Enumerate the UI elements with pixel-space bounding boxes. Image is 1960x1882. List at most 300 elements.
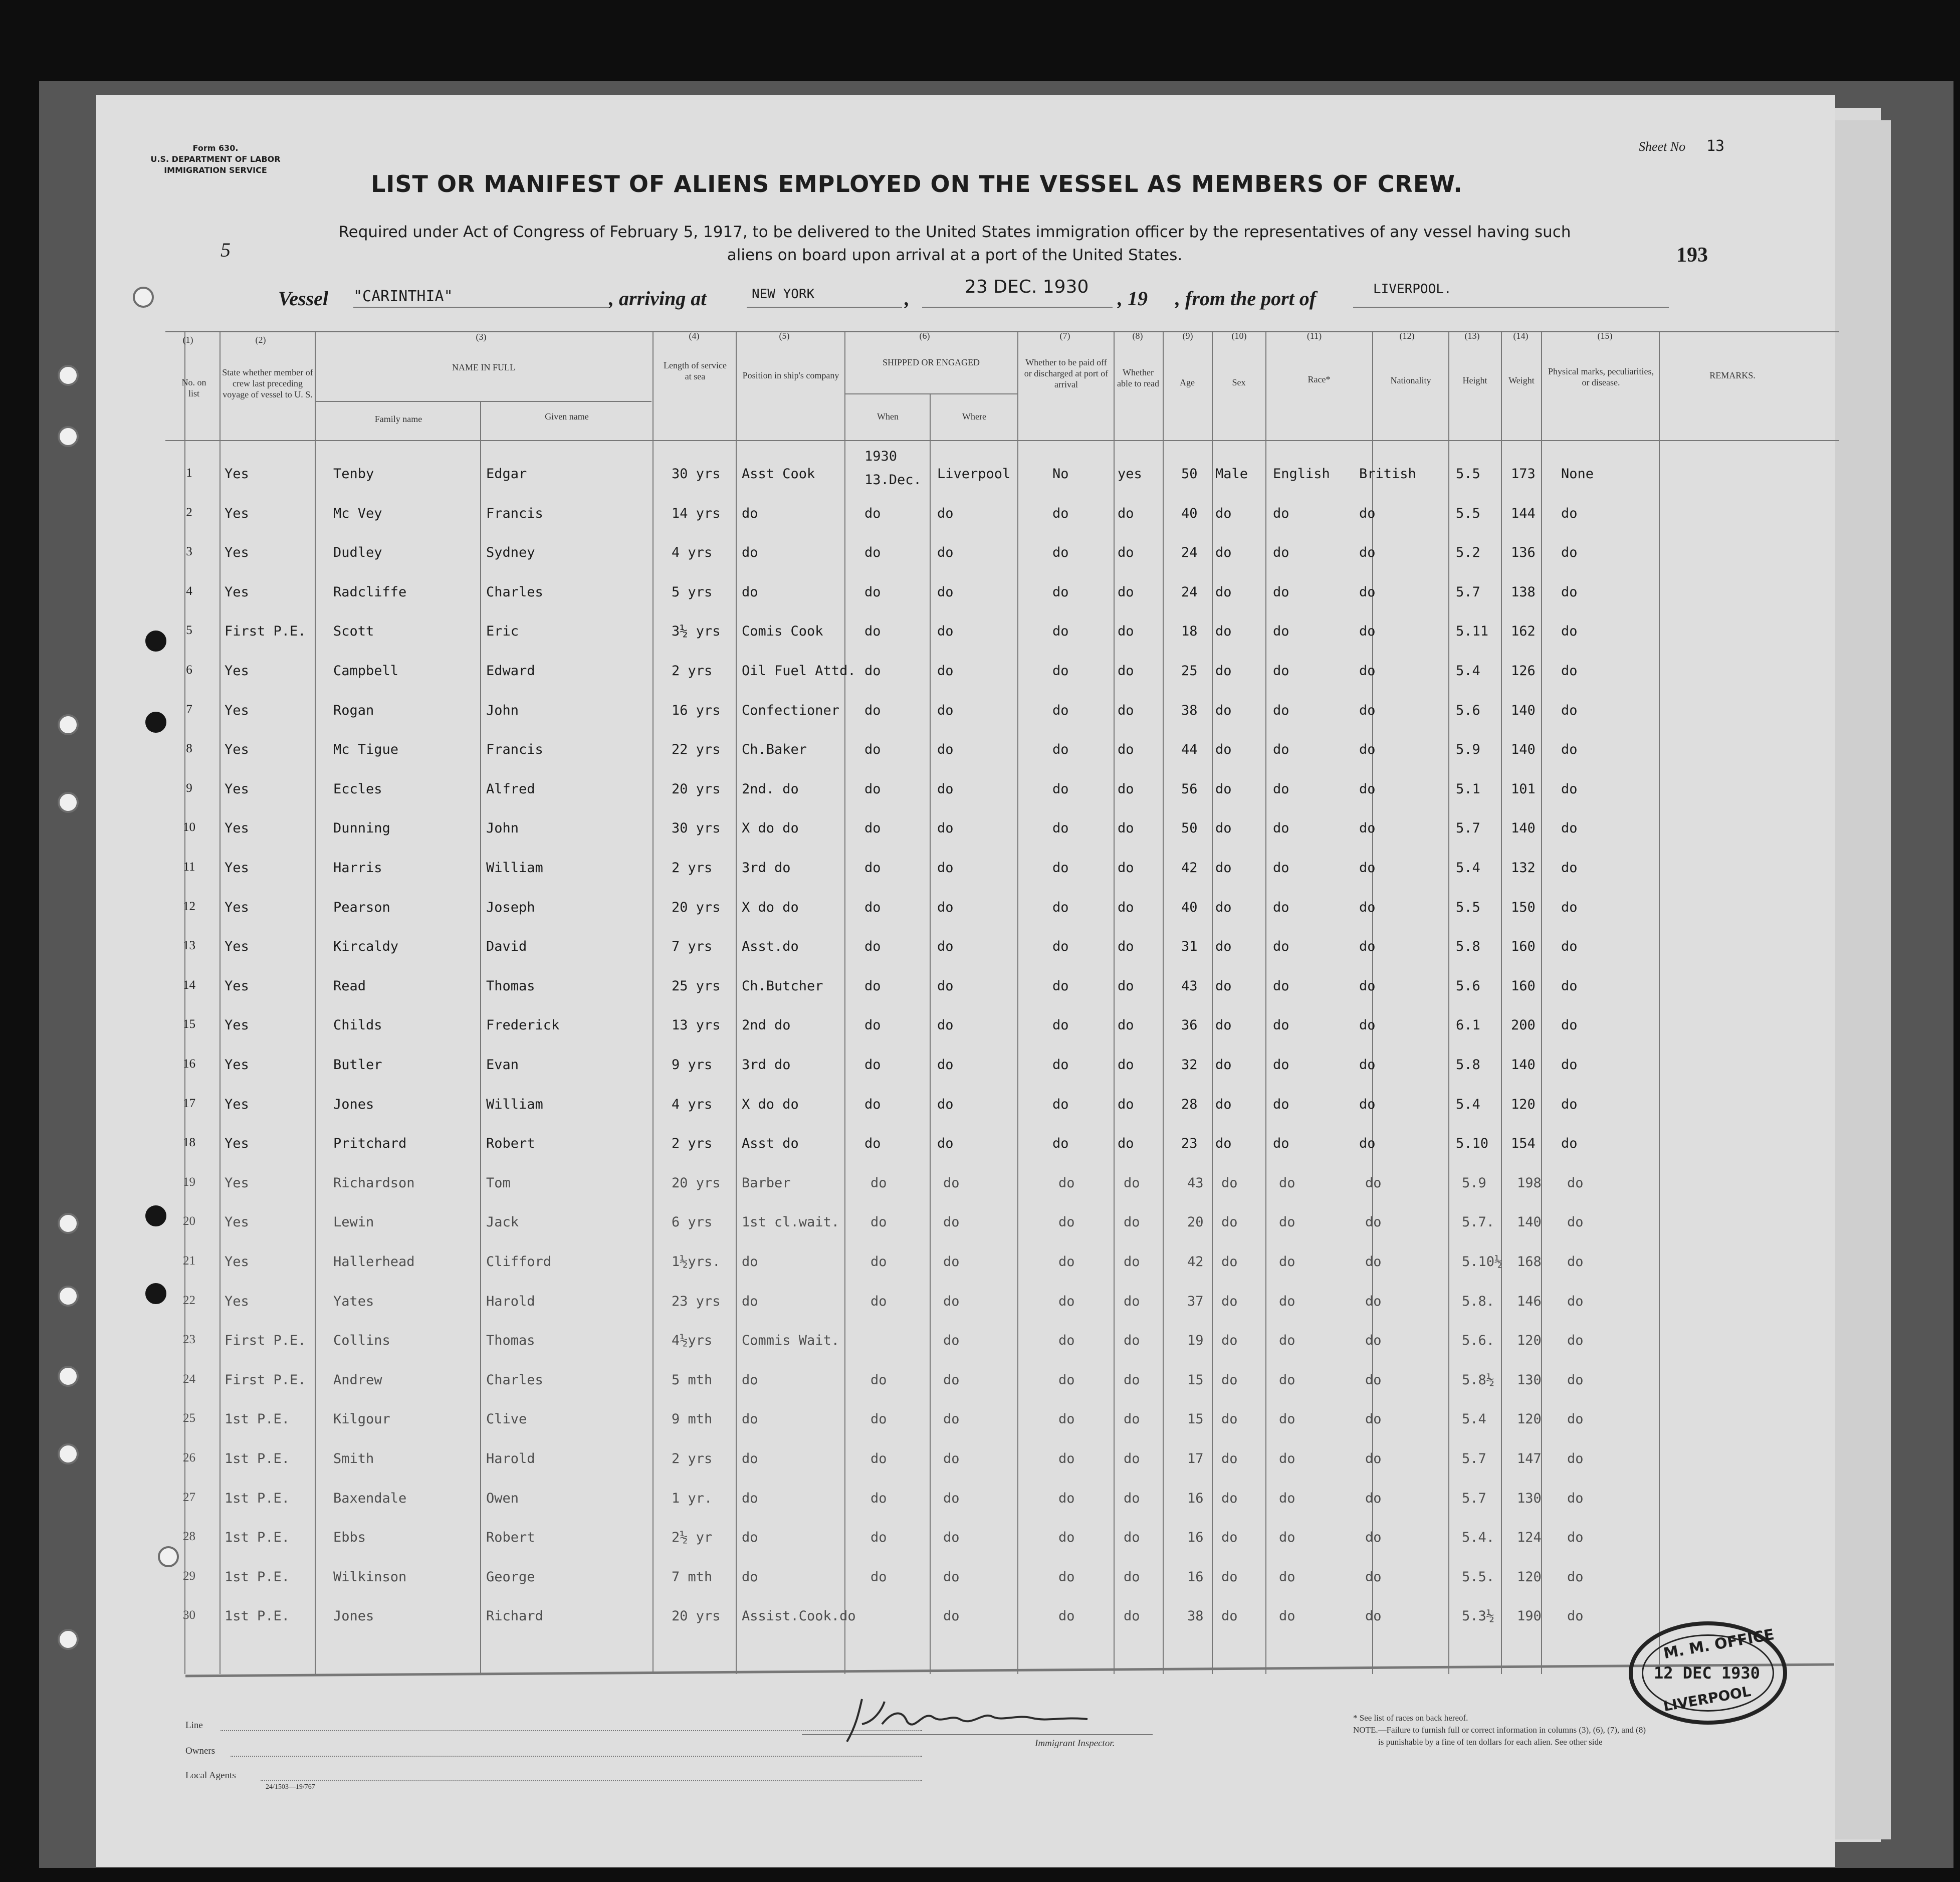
cell-position: do [742,1254,758,1270]
cell-position: Oil Fuel Attd. [742,663,856,679]
cell-where: do [943,1214,960,1230]
cell-nationality: do [1365,1411,1382,1427]
stamp-office: M. M. OFFICE [1662,1625,1776,1663]
cell-height: 5.8 [1456,1057,1480,1073]
cell-paid: do [1052,623,1069,640]
cell-when: do [864,939,881,955]
stamp-city: LIVERPOOL [1662,1683,1753,1715]
cell-read: do [1118,623,1134,640]
cell-sex: do [1215,939,1232,955]
cell-paid: do [1052,742,1069,758]
cell-race: do [1273,820,1289,837]
binder-hole [58,426,79,447]
col-divider [1501,331,1502,1674]
cell-position: Ch.Baker [742,742,807,758]
cell-race: do [1273,899,1289,915]
cell-weight: 132 [1511,860,1536,876]
cell-nationality: do [1359,1096,1376,1112]
cell-no: 26 [183,1451,195,1465]
cell-service: 2 yrs [672,663,713,679]
cell-no: 30 [183,1608,195,1622]
col-divider [1448,331,1449,1674]
col-divider [1372,331,1373,1674]
cell-position: do [742,1490,758,1506]
cell-state: Yes [225,702,249,718]
cell-height: 5.8½ [1462,1372,1495,1388]
cell-state: Yes [225,742,249,758]
cell-when: do [864,978,881,994]
cell-weight: 162 [1511,623,1536,640]
binder-hole [58,1443,79,1465]
cell-sex: do [1221,1254,1238,1270]
cell-marks: do [1561,545,1578,561]
cell-height: 5.2 [1456,545,1480,561]
cell-age: 17 [1187,1451,1204,1467]
cell-height: 5.7 [1456,584,1480,600]
cell-read: do [1118,505,1134,521]
cell-race: do [1279,1175,1295,1191]
cell-read: do [1118,663,1134,679]
header-nationality: Nationality [1390,375,1431,385]
cell-family: Tenby [333,466,374,482]
header-sex: Sex [1232,377,1246,387]
name-subheader-rule [316,401,651,402]
cell-race: do [1273,1057,1289,1073]
header-paid-off: Whether to be paid off or discharged at port of arrival [1024,357,1109,389]
cell-state: Yes [225,1293,249,1309]
cell-paid: do [1052,781,1069,797]
cell-age: 23 [1181,1136,1198,1152]
cell-family: Campbell [333,663,399,679]
cell-paid: do [1052,820,1069,837]
header-shipped-engaged: SHIPPED OR ENGAGED [882,357,980,367]
cell-where: do [937,978,954,994]
cell-position: 3rd do [742,1057,791,1073]
cell-state: Yes [225,820,249,837]
cell-marks: do [1567,1372,1584,1388]
cell-height: 5.6 [1456,702,1480,718]
cell-race: do [1273,1096,1289,1112]
cell-service: 1 yr. [672,1490,713,1506]
cell-marks: do [1561,1136,1578,1152]
code-number: 193 [1676,244,1708,267]
cell-marks: do [1567,1451,1584,1467]
cell-read: do [1124,1293,1140,1309]
cell-nationality: do [1359,978,1376,994]
cell-weight: 198 [1517,1175,1542,1191]
cell-no: 19 [183,1175,195,1189]
cell-age: 44 [1181,742,1198,758]
cell-sex: do [1215,545,1232,561]
cell-read: do [1124,1530,1140,1546]
cell-nationality: do [1359,820,1376,837]
cell-when: do [864,663,881,679]
cell-no: 16 [183,1057,195,1071]
column-number: (1) [182,335,193,345]
arrival-date: 23 DEC. 1930 [965,277,1089,297]
cell-marks: do [1561,860,1578,876]
cell-when: do [870,1293,887,1309]
line-rule [221,1730,922,1732]
cell-weight: 140 [1511,820,1536,837]
cell-race: English [1273,466,1330,482]
cell-read: do [1118,781,1134,797]
cell-paid: do [1052,1136,1069,1152]
cell-given: William [486,860,543,876]
cell-position: Asst do [742,1136,799,1152]
cell-position: X do do [742,820,799,837]
cell-sex: do [1215,820,1232,837]
cell-height: 5.5 [1456,899,1480,915]
cell-sex: do [1215,584,1232,600]
cell-state: Yes [225,1175,249,1191]
cell-no: 11 [183,860,195,874]
cell-service: 23 yrs [672,1293,721,1309]
cell-position: do [742,505,758,521]
cell-given: Clive [486,1411,527,1427]
cell-read: do [1124,1254,1140,1270]
cell-nationality: do [1359,663,1376,679]
cell-no: 10 [183,820,195,834]
cell-position: Asst.do [742,939,799,955]
cell-position: 3rd do [742,860,791,876]
cell-when: do [864,702,881,718]
cell-when: do [864,1096,881,1112]
cell-race: do [1273,742,1289,758]
column-number: (9) [1182,331,1193,341]
cell-weight: 160 [1511,939,1536,955]
cell-given: Frederick [486,1017,560,1033]
cell-marks: do [1561,1017,1578,1033]
cell-race: do [1279,1490,1295,1506]
cell-where: do [937,939,954,955]
cell-service: 3½ yrs [672,623,721,640]
cell-where: do [943,1372,960,1388]
cell-position: do [742,545,758,561]
cell-no: 9 [186,781,192,795]
cell-weight: 120 [1517,1333,1542,1349]
footer-agents-label: Local Agents [185,1770,236,1781]
cell-service: 9 mth [672,1411,713,1427]
cell-weight: 160 [1511,978,1536,994]
penalty-note-line-2: is punishable by a fine of ten dollars for each alien. See other side [1378,1737,1603,1747]
cell-service: 2 yrs [672,1136,713,1152]
cell-state: Yes [225,939,249,955]
cell-no: 23 [183,1333,195,1347]
cell-family: Kilgour [333,1411,390,1427]
cell-family: Scott [333,623,374,640]
cell-where: do [937,702,954,718]
cell-nationality: do [1359,623,1376,640]
cell-marks: do [1567,1293,1584,1309]
cell-race: do [1273,978,1289,994]
cell-paid: do [1058,1372,1075,1388]
cell-read: do [1124,1411,1140,1427]
cell-family: Butler [333,1057,382,1073]
binder-hole [145,1205,166,1226]
cell-no: 2 [186,505,192,519]
cell-no: 4 [186,584,192,598]
cell-race: do [1273,584,1289,600]
cell-where: do [943,1530,960,1546]
cell-position: Commis Wait. [742,1333,840,1349]
cell-no: 24 [183,1372,195,1386]
cell-age: 18 [1181,623,1198,640]
cell-given: Jack [486,1214,519,1230]
stamp-date: 12 DEC 1930 [1654,1663,1760,1683]
cell-height: 5.9 [1462,1175,1486,1191]
cell-race: do [1273,623,1289,640]
cell-family: Rogan [333,702,374,718]
cell-race: do [1279,1372,1295,1388]
cell-sex: do [1215,505,1232,521]
cell-nationality: do [1365,1490,1382,1506]
cell-family: Dudley [333,545,382,561]
header-state-member: State whether member of crew last preceding voyage of vessel to U. S. [222,367,313,399]
cell-marks: do [1561,702,1578,718]
cell-state: Yes [225,1017,249,1033]
cell-given: Francis [486,505,543,521]
cell-read: do [1124,1451,1140,1467]
cell-state: 1st P.E. [225,1490,290,1506]
cell-where: Liverpool [937,466,1011,482]
cell-when: do [864,1017,881,1033]
cell-marks: do [1567,1569,1584,1585]
cell-position: X do do [742,899,799,915]
header-physical-marks: Physical marks, peculiarities, or disease. [1548,366,1654,387]
cell-marks: do [1561,978,1578,994]
cell-age: 40 [1181,505,1198,521]
cell-marks: do [1561,742,1578,758]
cell-weight: 144 [1511,505,1536,521]
cell-race: do [1279,1608,1295,1624]
cell-marks: None [1561,466,1594,482]
cell-read: do [1118,899,1134,915]
binder-hole [58,1213,79,1234]
binder-hole [58,1286,79,1307]
cell-when: do [870,1530,887,1546]
cell-nationality: do [1359,545,1376,561]
cell-sex: do [1221,1490,1238,1506]
cell-where: do [937,623,954,640]
cell-when: do [864,820,881,837]
cell-nationality: do [1359,1017,1376,1033]
cell-when: do [864,860,881,876]
cell-given: Thomas [486,978,535,994]
vessel-underline [353,307,609,308]
cell-age: 15 [1187,1372,1204,1388]
cell-no: 28 [183,1530,195,1544]
header-where: Where [962,411,986,422]
cell-where: do [937,584,954,600]
cell-age: 19 [1187,1333,1204,1349]
cell-family: Collins [333,1333,390,1349]
cell-family: Lewin [333,1214,374,1230]
cell-state: First P.E. [225,623,306,640]
cell-service: 2 yrs [672,1451,713,1467]
subtitle-line-1: Required under Act of Congress of February 5, 1917, to be delivered to the United States immigration officer by the representatives of any vessel having such [338,223,1571,241]
binder-hole [145,712,166,733]
cell-age: 25 [1181,663,1198,679]
cell-where: do [937,1017,954,1033]
cell-paid: do [1058,1293,1075,1309]
cell-service: 2½ yr [672,1530,713,1546]
cell-paid: do [1058,1411,1075,1427]
sheet-number-label: Sheet No [1639,139,1686,154]
cell-position: do [742,1372,758,1388]
cell-race: do [1279,1411,1295,1427]
cell-height: 5.6. [1462,1333,1495,1349]
margin-note: 5 [221,239,231,261]
cell-marks: do [1567,1214,1584,1230]
cell-where: do [937,860,954,876]
cell-age: 20 [1187,1214,1204,1230]
binder-hole [145,631,166,652]
cell-weight: 200 [1511,1017,1536,1033]
cell-nationality: do [1365,1333,1382,1349]
cell-given: Sydney [486,545,535,561]
cell-age: 16 [1187,1530,1204,1546]
cell-height: 5.5 [1456,505,1480,521]
arrival-port: NEW YORK [752,287,815,302]
cell-no: 21 [183,1254,195,1268]
cell-family: Yates [333,1293,374,1309]
binder-hole [58,1366,79,1387]
cell-paid: do [1058,1490,1075,1506]
cell-race: do [1279,1333,1295,1349]
cell-marks: do [1561,781,1578,797]
cell-no: 18 [183,1136,195,1150]
cell-read: do [1124,1490,1140,1506]
column-number: (11) [1306,331,1322,341]
cell-where: do [937,1096,954,1112]
cell-sex: do [1221,1411,1238,1427]
form-number: Form 630. [192,143,239,153]
cell-race: do [1279,1293,1295,1309]
cell-state: Yes [225,584,249,600]
cell-where: do [937,505,954,521]
cell-age: 38 [1187,1608,1204,1624]
cell-no: 3 [186,545,192,559]
cell-age: 16 [1187,1490,1204,1506]
column-number: (12) [1399,331,1415,341]
cell-paid: No [1052,466,1069,482]
shipped-subheader-rule [844,393,1017,394]
cell-read: do [1118,860,1134,876]
cell-sex: do [1215,623,1232,640]
cell-family: Wilkinson [333,1569,407,1585]
cell-marks: do [1567,1530,1584,1546]
cell-read: do [1118,1057,1134,1073]
cell-weight: 138 [1511,584,1536,600]
cell-read: do [1118,820,1134,837]
cell-marks: do [1561,1057,1578,1073]
cell-position: Confectioner [742,702,840,718]
year-label: , 19 [1118,287,1148,310]
cell-sex: do [1215,1136,1232,1152]
cell-marks: do [1567,1490,1584,1506]
cell-paid: do [1052,505,1069,521]
cell-given: Joseph [486,899,535,915]
inspector-signature [827,1694,1108,1749]
cell-nationality: do [1359,939,1376,955]
cell-marks: do [1567,1254,1584,1270]
binder-hole [145,1283,166,1304]
owners-rule [231,1756,922,1757]
cell-read: do [1124,1608,1140,1624]
cell-age: 42 [1181,860,1198,876]
cell-weight: 126 [1511,663,1536,679]
form-identifier [135,143,296,176]
underlying-sheet-2 [1829,120,1891,1839]
cell-paid: do [1052,1017,1069,1033]
cell-state: Yes [225,1136,249,1152]
cell-service: 5 yrs [672,584,713,600]
cell-weight: 150 [1511,899,1536,915]
cell-read: do [1118,545,1134,561]
cell-sex: do [1215,781,1232,797]
cell-service: 22 yrs [672,742,721,758]
cell-height: 5.4 [1456,1096,1480,1112]
cell-weight: 146 [1517,1293,1542,1309]
arrival-underline [747,307,902,308]
column-number: (10) [1231,331,1247,341]
cell-service: 5 mth [672,1372,713,1388]
cell-paid: do [1052,939,1069,955]
cell-weight: 140 [1511,702,1536,718]
cell-race: do [1273,505,1289,521]
cell-height: 5.4 [1456,663,1480,679]
cell-age: 28 [1181,1096,1198,1112]
cell-height: 6.1 [1456,1017,1480,1033]
cell-state: Yes [225,466,249,482]
cell-family: Mc Tigue [333,742,399,758]
cell-given: Thomas [486,1333,535,1349]
header-length-service: Length of service at sea [664,360,727,381]
header-remarks: REMARKS. [1709,370,1756,380]
cell-no: 5 [186,623,192,638]
cell-read: do [1118,742,1134,758]
column-number: (4) [689,331,700,341]
cell-sex: do [1221,1530,1238,1546]
cell-family: Jones [333,1096,374,1112]
header-height: Height [1462,375,1487,385]
cell-height: 5.5 [1456,466,1480,482]
cell-position: 2nd. do [742,781,799,797]
cell-where: do [937,820,954,837]
column-number: (6) [919,331,930,341]
cell-when: do [870,1175,887,1191]
date-underline [922,307,1113,308]
cell-no: 15 [183,1017,195,1031]
cell-marks: do [1561,663,1578,679]
cell-nationality: do [1365,1214,1382,1230]
cell-service: 4 yrs [672,1096,713,1112]
departure-port: LIVERPOOL. [1373,282,1452,297]
cell-position: do [742,584,758,600]
cell-sex: do [1215,1096,1232,1112]
cell-weight: 147 [1517,1451,1542,1467]
cell-weight: 136 [1511,545,1536,561]
cell-when: do [864,505,881,521]
cell-read: do [1118,702,1134,718]
cell-no: 20 [183,1214,195,1228]
penalty-note-line-1: NOTE.—Failure to furnish full or correct information in columns (3), (6), (7), and (8) [1353,1725,1646,1735]
cell-paid: do [1052,584,1069,600]
cell-when: do [864,1057,881,1073]
comma-separator: , [905,287,910,310]
cell-service: 2 yrs [672,860,713,876]
